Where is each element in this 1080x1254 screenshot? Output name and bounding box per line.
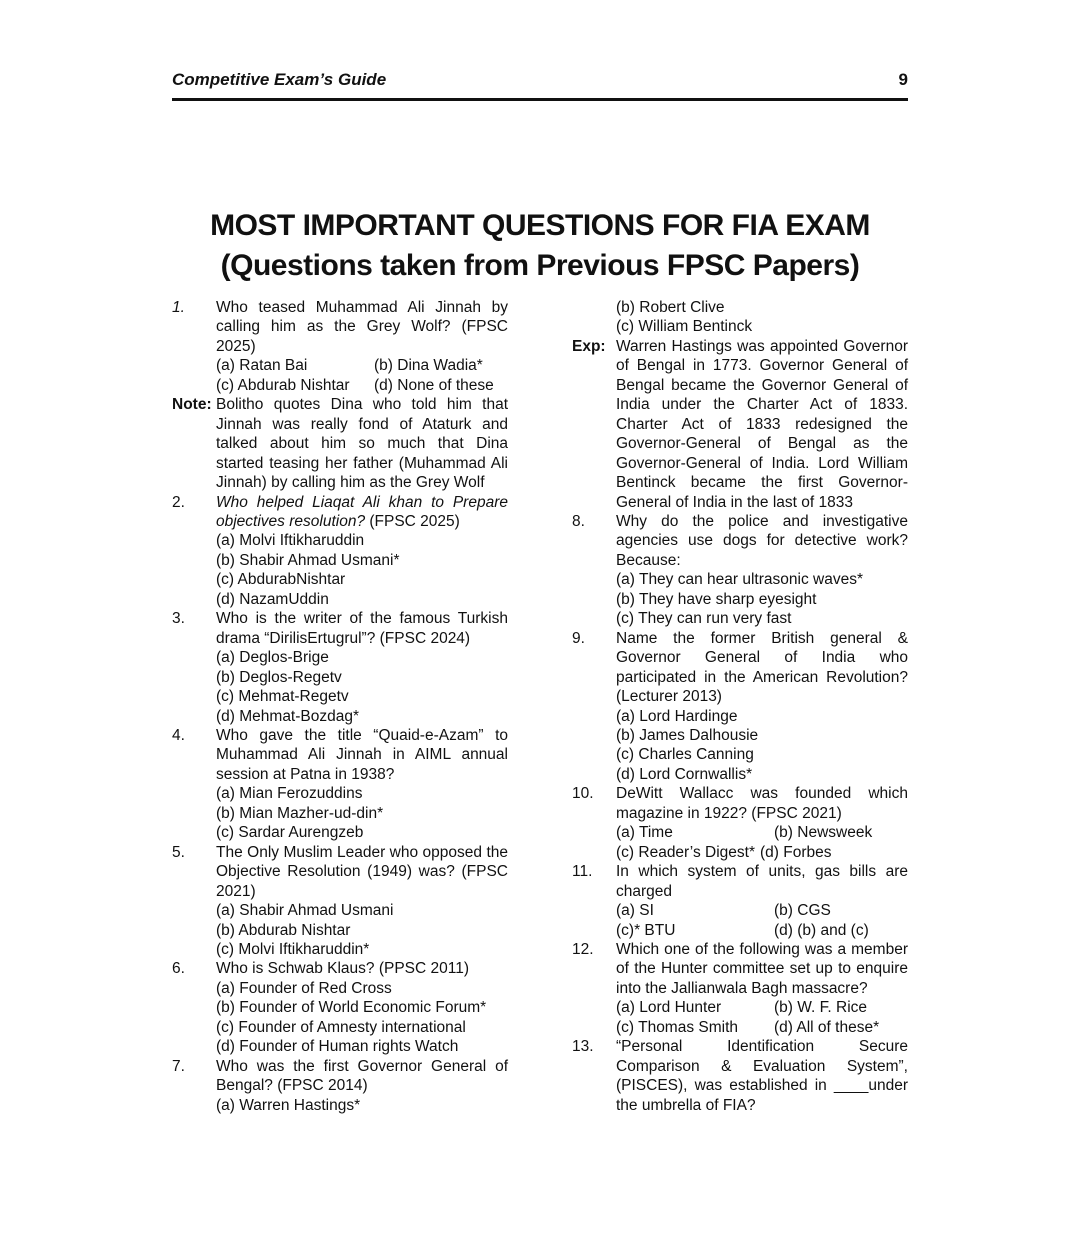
option-d-text: (d) NazamUddin — [216, 590, 329, 608]
option-b — [616, 298, 908, 317]
question-number: 4. — [172, 726, 185, 744]
question-text — [216, 493, 508, 532]
question-2 — [172, 493, 508, 610]
option-row — [616, 921, 908, 940]
option-d: (d) All of these* — [774, 1018, 880, 1036]
option-a-text: (a) Lord Hardinge — [616, 707, 738, 725]
question-number: 1. — [172, 299, 185, 316]
option-b: (b) CGS — [774, 902, 831, 920]
note-text: Bolitho quotes Dina who told him that Jinnah was really fond of Ataturk and talked about him so much that Dina started teasing her father (Muhammad Ali Jinnah) by calling him as the Grey Wolf — [216, 396, 508, 492]
option-d — [216, 590, 508, 609]
option-b — [216, 921, 508, 940]
option-d: (d) Forbes — [759, 843, 832, 861]
option-row — [216, 376, 508, 395]
page-title-line-1: MOST IMPORTANT QUESTIONS FOR FIA EXAM — [210, 209, 870, 242]
option-d: (d) (b) and (c) — [774, 921, 869, 939]
explanation-label: Exp: — [572, 337, 606, 355]
option-row — [616, 998, 908, 1017]
option-c-text: (c) William Bentinck — [616, 318, 753, 336]
question-text: Who was the first Governor General of Bengal? (FPSC 2014) — [216, 1057, 508, 1095]
question-9 — [572, 629, 908, 785]
option-c — [216, 1018, 508, 1037]
question-7-continued — [572, 298, 908, 337]
option-row — [616, 823, 908, 842]
question-text: Which one of the following was a member of the Hunter committee set up to enquire into the Jallianwala Bagh massacre? — [616, 940, 908, 997]
question-text: In which system of units, gas bills are charged — [616, 863, 908, 900]
option-c — [216, 823, 508, 842]
option-a: (a) Lord Hunter — [616, 999, 722, 1017]
option-a-text: (a) Founder of Red Cross — [216, 979, 392, 997]
option-d — [616, 765, 908, 784]
page-title-line-2: (Questions taken from Previous FPSC Papers) — [220, 249, 860, 282]
option-c-text: (c) Founder of Amnesty international — [216, 1018, 466, 1036]
option-a-text: (a) Shabir Ahmad Usmani — [216, 902, 394, 920]
question-text: Who is Schwab Klaus? (PPSC 2011) — [216, 960, 469, 978]
option-c-text: (c) Molvi Iftikharuddin* — [216, 940, 370, 958]
option-b — [216, 804, 508, 823]
option-b-text: (b) Deglos-Regetv — [216, 668, 342, 686]
question-11 — [572, 862, 908, 940]
question-6 — [172, 959, 508, 1056]
option-a — [216, 784, 508, 803]
option-a: (a) Ratan Bai — [216, 357, 308, 375]
option-a — [216, 979, 508, 998]
question-5 — [172, 843, 508, 960]
running-header — [172, 68, 908, 101]
option-b — [616, 590, 908, 609]
option-a-text: (a) Warren Hastings* — [216, 1096, 361, 1114]
option-row — [616, 843, 908, 862]
option-b-text: (b) Shabir Ahmad Usmani* — [216, 551, 400, 569]
book-title: Competitive Exam’s Guide — [172, 70, 387, 89]
option-b-text: (b) Mian Mazher-ud-din* — [216, 804, 384, 822]
question-source: (FPSC 2025) — [365, 512, 460, 530]
option-row — [216, 356, 508, 375]
left-column — [172, 298, 508, 1115]
option-a — [616, 570, 908, 589]
option-a-text: (a) Molvi Iftikharuddin — [216, 532, 365, 550]
option-c — [216, 940, 508, 959]
option-c — [616, 745, 908, 764]
option-a-text: (a) Mian Ferozuddins — [216, 785, 363, 803]
note-1 — [172, 395, 508, 492]
question-number: 13. — [572, 1038, 594, 1056]
option-c — [216, 687, 508, 706]
option-c: (c)* BTU — [616, 921, 676, 939]
option-d-text: (d) Lord Cornwallis* — [616, 765, 753, 783]
question-text: Why do the police and investigative agencies use dogs for detective work? Because: — [616, 512, 908, 569]
question-number: 12. — [572, 940, 594, 958]
option-b-text: (b) Founder of World Economic Forum* — [216, 999, 487, 1017]
question-10 — [572, 784, 908, 862]
option-c — [616, 609, 908, 628]
question-text: Name the former British general & Governor General of India who participated in the American Revolution? (Lecturer 2013) — [616, 629, 908, 706]
question-number: 7. — [172, 1057, 185, 1075]
option-a — [216, 901, 508, 920]
question-number: 2. — [172, 493, 185, 511]
option-b: (b) Dina Wadia* — [374, 357, 483, 375]
option-row — [616, 1018, 908, 1037]
option-a-text: (a) They can hear ultrasonic waves* — [616, 571, 863, 589]
question-13 — [572, 1037, 908, 1115]
question-text: Who gave the title “Quaid-e-Azam” to Muhammad Ali Jinnah in AIML annual session at Patna in 1938? — [216, 726, 508, 783]
option-c — [216, 570, 508, 589]
option-c-text: (c) Sardar Aurengzeb — [216, 824, 364, 842]
question-4 — [172, 726, 508, 843]
option-a-text: (a) Deglos-Brige — [216, 649, 329, 667]
question-text-main: Who helped Liaqat Ali khan to Prepare objectives resolution? — [216, 493, 508, 530]
option-row — [616, 901, 908, 920]
option-a — [216, 648, 508, 667]
option-a — [216, 531, 508, 550]
option-d: (d) None of these — [374, 376, 494, 394]
page-number: 9 — [898, 70, 908, 89]
note-label: Note: — [172, 396, 212, 414]
question-8 — [572, 512, 908, 629]
option-c: (c) Abdurab Nishtar — [216, 376, 350, 394]
option-b — [216, 551, 508, 570]
question-number: 10. — [572, 785, 594, 803]
question-3 — [172, 609, 508, 726]
option-c-text: (c) Mehmat-Regetv — [216, 688, 349, 706]
option-c: (c) Reader’s Digest* — [616, 843, 755, 861]
option-b — [216, 668, 508, 687]
question-text: “Personal Identification Secure Comparison & Evaluation System”, (PISCES), was established in ____under the umbrella of FIA? — [616, 1038, 908, 1114]
option-b: (b) Newsweek — [774, 824, 873, 842]
option-c-text: (c) AbdurabNishtar — [216, 571, 346, 589]
option-b-text: (b) Abdurab Nishtar — [216, 921, 351, 939]
option-a — [216, 1096, 508, 1115]
option-a: (a) SI — [616, 902, 654, 920]
question-7 — [172, 1057, 508, 1115]
option-b-text: (b) Robert Clive — [616, 299, 725, 316]
question-1 — [172, 298, 508, 395]
option-b — [616, 726, 908, 745]
option-a — [616, 707, 908, 726]
page-title — [172, 206, 908, 286]
option-d — [216, 1037, 508, 1056]
question-number: 11. — [572, 863, 593, 881]
question-number: 3. — [172, 610, 185, 628]
question-number: 9. — [572, 629, 585, 647]
option-c-text: (c) Charles Canning — [616, 746, 754, 764]
option-b: (b) W. F. Rice — [774, 999, 868, 1017]
option-d-text: (d) Mehmat-Bozdag* — [216, 707, 360, 725]
question-number: 6. — [172, 960, 185, 978]
option-d — [216, 707, 508, 726]
explanation-7 — [572, 337, 908, 512]
question-text: Who is the writer of the famous Turkish drama “DirilisErtugrul”? (FPSC 2024) — [216, 610, 508, 647]
option-d-text: (d) Founder of Human rights Watch — [216, 1038, 459, 1056]
right-column — [572, 298, 908, 1115]
question-number: 5. — [172, 843, 185, 861]
option-c-text: (c) They can run very fast — [616, 610, 792, 628]
option-b-text: (b) James Dalhousie — [616, 726, 759, 744]
explanation-text: Warren Hastings was appointed Governor of Bengal in 1773. Governor General of Bengal became the Governor General of India under the Charter Act of 1833. Charter Act of 1833 redesigned the Governor-General of Bengal as the Governor-General of India. Lord William Bentinck became the first Governor-General of India in the last of 1833 — [616, 337, 908, 511]
option-c — [616, 317, 908, 336]
option-b-text: (b) They have sharp eyesight — [616, 590, 817, 608]
question-text: The Only Muslim Leader who opposed the Objective Resolution (1949) was? (FPSC 2021) — [216, 843, 508, 900]
option-a: (a) Time — [616, 824, 673, 842]
option-b — [216, 998, 508, 1017]
option-c: (c) Thomas Smith — [616, 1018, 739, 1036]
question-number: 8. — [572, 512, 585, 530]
question-text: DeWitt Wallacc was founded which magazine in 1922? (FPSC 2021) — [616, 785, 908, 822]
question-text: Who teased Muhammad Ali Jinnah by calling him as the Grey Wolf? (FPSC 2025) — [216, 299, 508, 355]
question-12 — [572, 940, 908, 1037]
